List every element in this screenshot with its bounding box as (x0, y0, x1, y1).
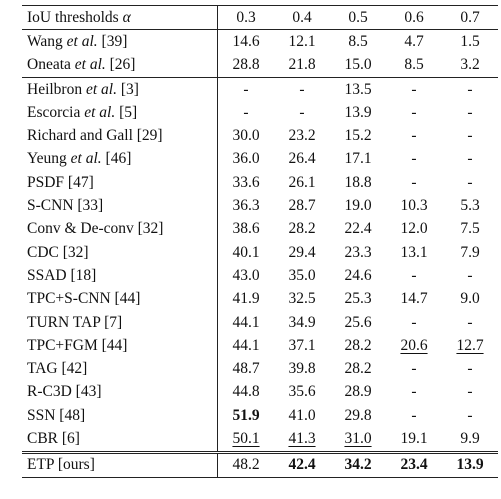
result-cell (386, 381, 442, 404)
result-cell (218, 427, 275, 452)
result-cell (274, 241, 330, 264)
result-value: - (411, 383, 417, 401)
method-name: TAG [42] (27, 360, 88, 378)
header-label: IoU thresholds α (22, 6, 218, 30)
header-threshold: 0.4 (274, 6, 330, 30)
result-value: 34.2 (344, 456, 372, 474)
result-cell (386, 77, 442, 101)
result-cell (218, 381, 275, 404)
result-cell (442, 357, 498, 380)
result-cell (218, 30, 275, 54)
result-value: 35.6 (288, 383, 316, 401)
result-cell (442, 218, 498, 241)
header-threshold: 0.6 (386, 6, 442, 30)
result-cell (330, 30, 386, 54)
table-row (22, 218, 498, 241)
result-cell (330, 124, 386, 147)
result-value: 19.1 (400, 429, 428, 447)
result-cell (386, 241, 442, 264)
result-cell (330, 381, 386, 404)
result-value: 41.0 (288, 406, 316, 424)
result-value: 50.1 (232, 429, 260, 447)
result-cell (274, 357, 330, 380)
method-name: Richard and Gall [29] (27, 127, 163, 145)
result-value: 1.5 (460, 32, 480, 50)
result-cell (218, 194, 275, 217)
result-value: 7.9 (460, 243, 480, 261)
result-cell (330, 264, 386, 287)
result-value: 21.8 (288, 56, 316, 74)
result-cell (274, 381, 330, 404)
result-value: 28.2 (344, 336, 372, 354)
method-name: SSAD [18] (27, 266, 97, 284)
header-threshold: 0.3 (218, 6, 275, 30)
result-value: 44.1 (232, 313, 260, 331)
result-cell (274, 288, 330, 311)
result-value: 26.1 (288, 173, 316, 191)
result-cell (218, 54, 275, 78)
result-cell (442, 288, 498, 311)
result-value: 9.9 (460, 429, 480, 447)
result-value: - (467, 406, 473, 424)
result-cell (218, 357, 275, 380)
result-cell (330, 54, 386, 78)
result-value: 39.8 (288, 360, 316, 378)
result-value: 38.6 (232, 220, 260, 238)
table-row (22, 101, 498, 124)
result-cell (274, 264, 330, 287)
table-row (22, 334, 498, 357)
result-cell (386, 30, 442, 54)
result-cell (274, 124, 330, 147)
result-cell (442, 452, 498, 477)
result-value: 48.7 (232, 360, 260, 378)
table-row (22, 148, 498, 171)
result-value: - (299, 103, 305, 121)
result-cell (218, 241, 275, 264)
result-value: - (411, 80, 417, 98)
result-value: - (467, 360, 473, 378)
result-cell (218, 311, 275, 334)
result-value: 15.2 (344, 127, 372, 145)
result-cell (274, 148, 330, 171)
method-name: Wang et al. [39] (22, 30, 218, 54)
result-value: 35.0 (288, 266, 316, 284)
result-value: 36.3 (232, 197, 260, 215)
result-cell (274, 218, 330, 241)
result-value: 7.5 (460, 220, 480, 238)
result-value: 43.0 (232, 266, 260, 284)
result-cell (274, 404, 330, 427)
result-cell (274, 194, 330, 217)
result-value: - (411, 103, 417, 121)
result-cell (330, 77, 386, 101)
method-name: Conv & De-conv [32] (27, 220, 164, 238)
result-cell (386, 101, 442, 124)
result-cell (330, 218, 386, 241)
table-row (22, 452, 498, 477)
result-cell (442, 264, 498, 287)
result-cell (330, 241, 386, 264)
result-value: 17.1 (344, 150, 372, 168)
result-cell (218, 171, 275, 194)
result-cell (274, 311, 330, 334)
result-cell (274, 171, 330, 194)
result-value: 20.6 (400, 336, 428, 354)
result-value: 18.8 (344, 173, 372, 191)
table-body (22, 30, 498, 478)
result-cell (218, 404, 275, 427)
result-cell (386, 288, 442, 311)
result-value: - (411, 173, 417, 191)
result-cell (386, 124, 442, 147)
result-value: 19.0 (344, 197, 372, 215)
result-value: 23.3 (344, 243, 372, 261)
result-value: 24.6 (344, 266, 372, 284)
method-name: TPC+S-CNN [44] (27, 290, 141, 308)
result-value: 4.7 (404, 32, 424, 50)
result-value: 9.0 (460, 290, 480, 308)
result-cell (386, 452, 442, 477)
table-row (22, 171, 498, 194)
result-value: - (467, 266, 473, 284)
result-value: 8.5 (348, 32, 368, 50)
result-value: 30.0 (232, 127, 260, 145)
result-cell (330, 452, 386, 477)
method-name: CBR [6] (27, 429, 80, 447)
result-cell (386, 311, 442, 334)
method-name: Escorcia et al. [5] (27, 103, 138, 121)
method-name: Oneata et al. [26] (27, 56, 136, 74)
method-name: Heilbron et al. [3] (22, 77, 218, 101)
result-cell (386, 218, 442, 241)
result-cell (386, 148, 442, 171)
result-cell (330, 311, 386, 334)
result-value: 36.0 (232, 150, 260, 168)
table-row (22, 54, 498, 78)
table-row (22, 288, 498, 311)
result-value: 29.4 (288, 243, 316, 261)
result-value: - (467, 383, 473, 401)
result-value: 8.5 (404, 56, 424, 74)
result-value: 3.2 (460, 56, 480, 74)
result-cell (442, 171, 498, 194)
result-cell (386, 264, 442, 287)
result-value: 28.7 (288, 197, 316, 215)
result-value: 13.5 (344, 80, 372, 98)
result-cell (442, 241, 498, 264)
result-value: 44.8 (232, 383, 260, 401)
header-threshold: 0.7 (442, 6, 498, 30)
table-row (22, 194, 498, 217)
method-name: SSN [48] (27, 406, 86, 424)
result-cell (442, 334, 498, 357)
result-cell (218, 334, 275, 357)
result-value: - (411, 406, 417, 424)
result-value: 40.1 (232, 243, 260, 261)
result-cell (442, 54, 498, 78)
result-cell (442, 148, 498, 171)
results-table (22, 5, 498, 478)
result-cell (330, 334, 386, 357)
table-row (22, 311, 498, 334)
result-cell (218, 452, 275, 477)
table-row (22, 381, 498, 404)
result-cell (274, 30, 330, 54)
result-value: 22.4 (344, 220, 372, 238)
table-row (22, 264, 498, 287)
result-value: 12.0 (400, 220, 428, 238)
result-cell (274, 427, 330, 452)
result-value: - (467, 103, 473, 121)
result-value: - (467, 313, 473, 331)
result-value: 23.4 (400, 456, 428, 474)
result-value: - (243, 103, 249, 121)
result-cell (218, 77, 275, 101)
table-row (22, 357, 498, 380)
result-cell (442, 30, 498, 54)
result-value: - (299, 80, 305, 98)
method-name: S-CNN [33] (27, 197, 104, 215)
result-cell (274, 77, 330, 101)
result-value: 44.1 (232, 336, 260, 354)
result-value: - (243, 80, 249, 98)
result-value: 28.8 (232, 56, 260, 74)
result-value: 48.2 (232, 456, 260, 474)
result-cell (442, 311, 498, 334)
result-value: 14.7 (400, 290, 428, 308)
result-value: 28.9 (344, 383, 372, 401)
result-value: 51.9 (232, 406, 260, 424)
result-cell (442, 101, 498, 124)
result-value: 41.3 (288, 429, 316, 447)
result-cell (330, 171, 386, 194)
table-row (22, 30, 498, 54)
result-value: 23.2 (288, 127, 316, 145)
method-name: Yeung et al. [46] (27, 150, 132, 168)
result-value: 14.6 (232, 32, 260, 50)
result-value: 32.5 (288, 290, 316, 308)
result-cell (442, 194, 498, 217)
table-header-row (22, 6, 498, 30)
result-value: - (467, 150, 473, 168)
result-value: - (411, 150, 417, 168)
result-cell (274, 54, 330, 78)
result-cell (330, 288, 386, 311)
table-row (22, 124, 498, 147)
result-cell (442, 124, 498, 147)
result-cell (330, 357, 386, 380)
result-cell (386, 404, 442, 427)
result-value: - (411, 266, 417, 284)
result-cell (218, 288, 275, 311)
result-cell (386, 171, 442, 194)
result-cell (330, 404, 386, 427)
result-value: 28.2 (288, 220, 316, 238)
result-value: - (411, 313, 417, 331)
result-cell (218, 148, 275, 171)
result-value: - (411, 127, 417, 145)
result-value: 34.9 (288, 313, 316, 331)
result-cell (442, 427, 498, 452)
result-cell (218, 124, 275, 147)
result-value: 28.2 (344, 360, 372, 378)
result-cell (218, 218, 275, 241)
result-cell (330, 427, 386, 452)
result-cell (442, 77, 498, 101)
result-cell (274, 101, 330, 124)
result-value: 25.3 (344, 290, 372, 308)
result-value: 12.7 (456, 336, 484, 354)
method-name: ETP [ours] (22, 452, 218, 477)
table-row (22, 404, 498, 427)
result-cell (274, 452, 330, 477)
result-value: 13.1 (400, 243, 428, 261)
result-value: 5.3 (460, 197, 480, 215)
method-name: R-C3D [43] (27, 383, 102, 401)
result-cell (218, 101, 275, 124)
method-name: CDC [32] (27, 243, 89, 261)
result-value: 25.6 (344, 313, 372, 331)
result-cell (274, 334, 330, 357)
result-cell (386, 334, 442, 357)
header-threshold: 0.5 (330, 6, 386, 30)
result-value: - (467, 127, 473, 145)
result-value: 13.9 (344, 103, 372, 121)
result-value: 10.3 (400, 197, 428, 215)
result-value: 26.4 (288, 150, 316, 168)
result-value: 42.4 (288, 456, 316, 474)
result-cell (330, 101, 386, 124)
method-name: TURN TAP [7] (27, 313, 123, 331)
table-row (22, 427, 498, 452)
result-cell (442, 381, 498, 404)
table-row (22, 77, 498, 101)
method-name: PSDF [47] (27, 173, 94, 191)
result-cell (386, 54, 442, 78)
result-value: 33.6 (232, 173, 260, 191)
result-cell (386, 427, 442, 452)
result-value: - (411, 360, 417, 378)
result-value: 41.9 (232, 290, 260, 308)
result-value: 31.0 (344, 429, 372, 447)
result-value: 29.8 (344, 406, 372, 424)
result-cell (218, 264, 275, 287)
result-value: 12.1 (288, 32, 316, 50)
result-cell (330, 148, 386, 171)
result-value: 13.9 (456, 456, 484, 474)
result-cell (442, 404, 498, 427)
result-value: - (467, 80, 473, 98)
result-cell (330, 194, 386, 217)
table-row (22, 241, 498, 264)
result-value: 37.1 (288, 336, 316, 354)
method-name: TPC+FGM [44] (27, 336, 128, 354)
result-value: 15.0 (344, 56, 372, 74)
result-cell (386, 194, 442, 217)
result-value: - (467, 173, 473, 191)
result-cell (386, 357, 442, 380)
